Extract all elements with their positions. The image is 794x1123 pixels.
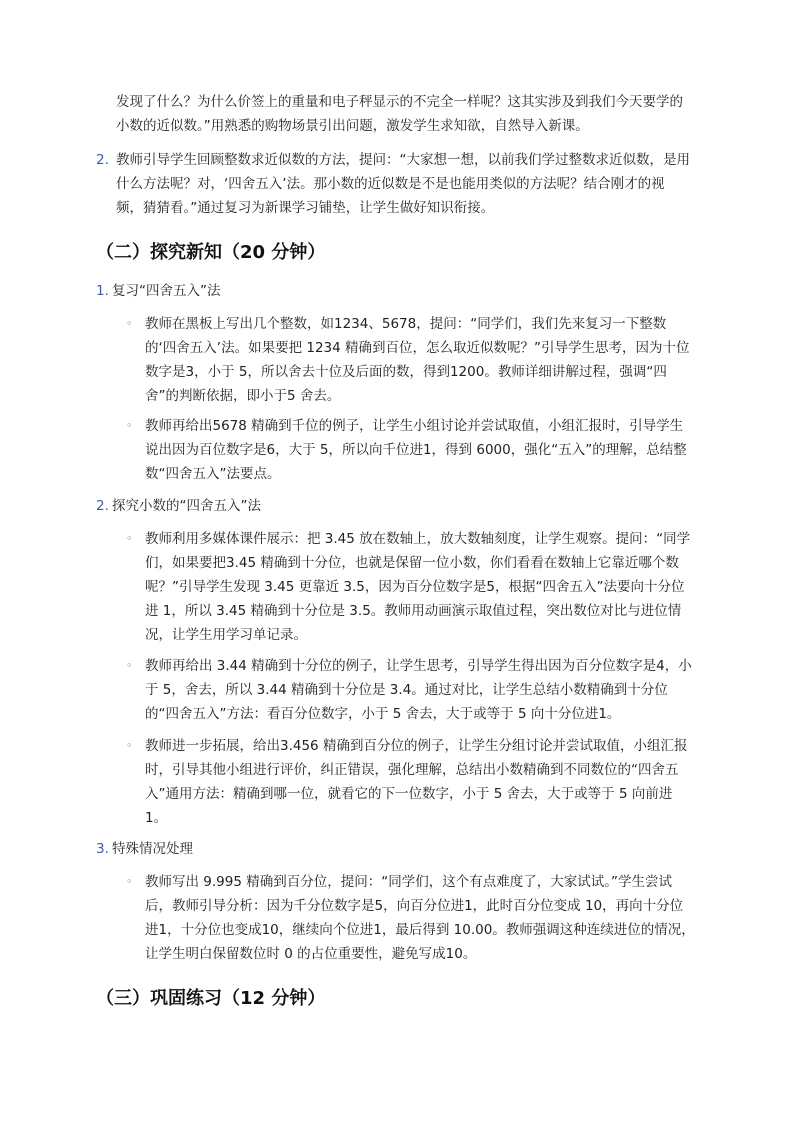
bullet-icon: ◦ [126, 739, 133, 752]
sub-1-title: 复习“四舍五入”法 [112, 283, 221, 299]
sub-3-marker: 3. [96, 841, 109, 857]
sub-2-title: 探究小数的“四舍五入”法 [112, 498, 261, 514]
sub-2-bullet-2: 教师再给出 3.44 精确到十分位的例子，让学生思考，引导学生得出因为百分位数字是4，小于 5，舍去，所以 3.44 精确到十分位是 3.4。通过对比，让学生总结小数精确到十分位的“四舍五入”方法：看百分位数字，小于 5 舍去，大于或等于 5 向十分位进1。 [145, 658, 692, 722]
item-2-marker: 2. [96, 152, 109, 168]
sub-3-bullet-1: 教师写出 9.995 精确到百分位，提问：“同学们，这个有点难度了，大家试试。”学生尝试后，教师引导分析：因为千分位数字是5，向百分位进1，此时百分位变成 10，再向十分位进1，十分位也变成10，继续向个位进1，最后得到 10.00。教师强调这种连续进位的情况，让学生明白保留数位时 0 的占位重要性，避免写成10。 [145, 874, 695, 962]
sub-3-title: 特殊情况处理 [112, 841, 193, 857]
bullet-icon: ◦ [126, 532, 133, 545]
sub-1-bullet-2: 教师再给出5678 精确到千位的例子，让学生小组讨论并尝试取值，小组汇报时，引导学生说出因为百位数字是6，大于 5，所以向千位进1，得到 6000，强化“五入”的理解，总结整数“四舍五入”法要点。 [145, 418, 687, 482]
item-2-text: 教师引导学生回顾整数求近似数的方法，提问：“大家想一想，以前我们学过整数求近似数，是用什么方法呢？对，‘四舍五入’法。那小数的近似数是不是也能用类似的方法呢？结合刚才的视频，猜猜看。”通过复习为新课学习铺垫，让学生做好知识衔接。 [116, 152, 690, 216]
bullet-icon: ◦ [126, 419, 133, 432]
sub-1-bullet-1: 教师在黑板上写出几个整数，如1234、5678，提问：“同学们，我们先来复习一下整数的‘四舍五入’法。如果要把 1234 精确到百位，怎么取近似数呢？”引导学生思考，因为十位数字是3，小于 5，所以舍去十位及后面的数，得到1200。教师详细讲解过程，强调“四舍”的判断依据，即小于5 舍去。 [145, 316, 690, 404]
section-heading-explore: （二）探究新知（20 分钟） [96, 242, 326, 263]
sub-1-marker: 1. [96, 283, 109, 299]
sub-2-bullet-3: 教师进一步拓展，给出3.456 精确到百分位的例子，让学生分组讨论并尝试取值，小组汇报时，引导其他小组进行评价，纠正错误，强化理解，总结出小数精确到不同数位的“四舍五入”通用方法：精确到哪一位，就看它的下一位数字，小于 5 舍去，大于或等于 5 向前进 1。 [145, 738, 688, 826]
sub-2-bullet-1: 教师利用多媒体课件展示：把 3.45 放在数轴上，放大数轴刻度，让学生观察。提问：“同学们，如果要把3.45 精确到十分位，也就是保留一位小数，你们看看在数轴上它靠近哪个数呢？”引导学生发现 3.45 更靠近 3.5，因为百分位数字是5，根据“四舍五入”法要向十分位进 1，所以 3.45 精确到十分位是 3.5。教师用动画演示取值过程，突出数位对比与进位情况，让学生用学习单记录。 [145, 531, 691, 643]
section-heading-practice: （三）巩固练习（12 分钟） [96, 988, 326, 1009]
bullet-icon: ◦ [126, 875, 133, 888]
intro-continuation: 发现了什么？为什么价签上的重量和电子秤显示的不完全一样呢？这其实涉及到我们今天要学的小数的近似数。”用熟悉的购物场景引出问题，激发学生求知欲，自然导入新课。 [116, 94, 683, 134]
bullet-icon: ◦ [126, 317, 133, 330]
sub-2-marker: 2. [96, 498, 109, 514]
bullet-icon: ◦ [126, 659, 133, 672]
